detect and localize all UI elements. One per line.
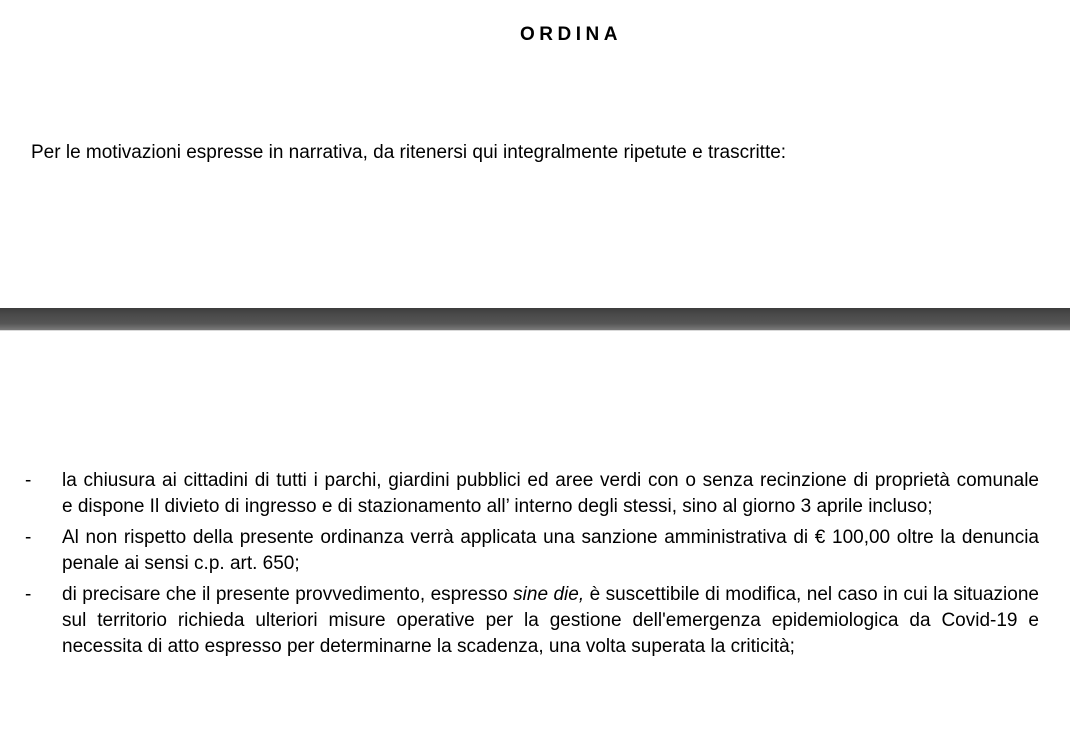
intro-paragraph: Per le motivazioni espresse in narrativa, da ritenersi qui integralmente ripetute e trascritte:: [31, 142, 787, 163]
list-item-text-end: è suscettibile di modifica, nel caso in cui la situazione sul territorio richieda ulteriori misure operative per la gestione dell'emergenza epidemiologica da Covid-19 e necessita di atto espresso per determinarne la scadenza, una volta superata la criticità;: [62, 584, 1039, 657]
document-heading: ORDINA: [520, 24, 622, 45]
page-edge-line: [0, 330, 1070, 331]
dash-bullet: -: [25, 527, 32, 548]
list-item-text: la chiusura ai cittadini di tutti i parchi, giardini pubblici ed aree verdi con o senza recinzione di proprietà comunale e dispone Il divieto di ingresso e di stazionamento all’ interno degli stessi, sino al giorno 3 aprile incluso;: [62, 470, 1061, 517]
dash-bullet: -: [25, 584, 32, 605]
list-item-text-start: di precisare che il presente provvedimento, espresso: [62, 584, 514, 605]
list-item-italic-text: sine die,: [513, 584, 585, 605]
list-item: [0, 582, 1039, 660]
page-divider: [0, 308, 1070, 330]
dash-bullet: -: [25, 470, 32, 491]
ordinance-list: [0, 468, 1070, 665]
list-item-text: Al non rispetto della presente ordinanza verrà applicata una sanzione amministrativa di € 100,00 oltre la denuncia penale ai sensi c.p. art. 650;: [62, 527, 1039, 574]
list-item: [0, 468, 1061, 520]
list-item: [0, 525, 1039, 577]
